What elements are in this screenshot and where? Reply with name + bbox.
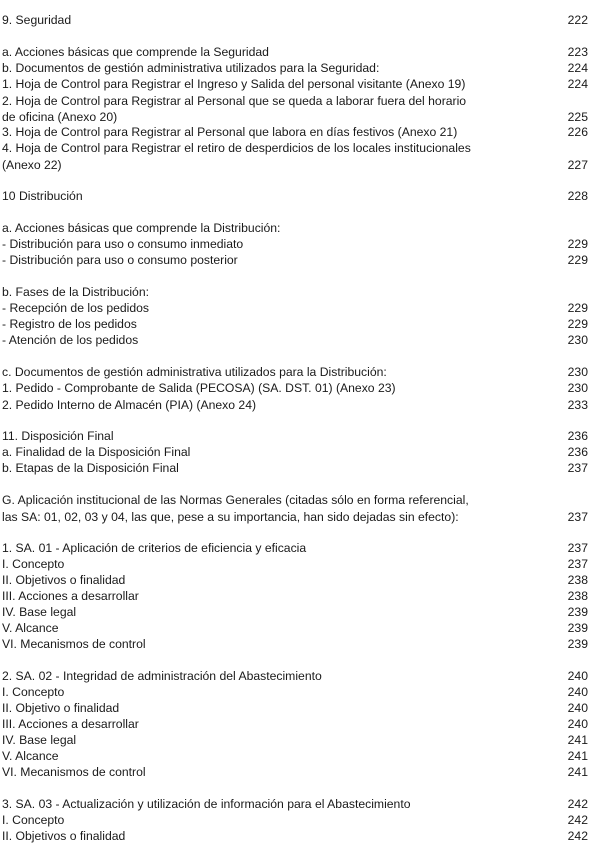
toc-entry (2, 93, 588, 109)
toc-entry-page: 240 (567, 717, 588, 731)
toc-entry-page: 230 (567, 381, 588, 395)
toc-entry-title: b. Documentos de gestión administrativa utilizados para la Seguridad: (2, 61, 380, 75)
toc-entry (2, 572, 588, 588)
toc-entry (2, 284, 588, 300)
toc-entry (2, 76, 588, 92)
toc-entry (2, 428, 588, 444)
toc-entry-title: I. Concepto (2, 685, 65, 699)
toc-entry-page: 236 (567, 429, 588, 443)
toc-entry-page: 240 (567, 685, 588, 699)
toc-entry-page: 229 (567, 253, 588, 267)
toc-entry-title: IV. Base legal (2, 605, 77, 619)
toc-entry-page: 225 (567, 110, 588, 124)
toc-entry-title: III. Acciones a desarrollar (2, 589, 139, 603)
toc-entry-page: 241 (567, 733, 588, 747)
toc-entry (2, 828, 588, 844)
toc-entry (2, 109, 588, 125)
toc-entry-title: 2. SA. 02 - Integridad de administración del Abastecimiento (2, 669, 322, 683)
toc-entry-title: II. Objetivos o finalidad (2, 829, 126, 843)
toc-entry-title: 1. Pedido - Comprobante de Salida (PECOSA) (SA. DST. 01) (Anexo 23) (2, 381, 396, 395)
toc-entry-title: VI. Mecanismos de control (2, 637, 146, 651)
toc-entry (2, 732, 588, 748)
toc-entry-page: 239 (567, 605, 588, 619)
toc-entry-title: 11. Disposición Final (2, 429, 114, 443)
toc-entry (2, 460, 588, 476)
toc-entry-page: 237 (567, 510, 588, 524)
toc-entry-title: (Anexo 22) (2, 158, 62, 172)
toc-entry (2, 124, 588, 140)
toc-entry (2, 380, 588, 396)
toc-entry (2, 60, 588, 76)
toc-entry (2, 44, 588, 60)
toc-entry-title: 3. Hoja de Control para Registrar al Personal que labora en días festivos (Anexo 21) (2, 125, 458, 139)
toc-entry (2, 812, 588, 828)
toc-entry-title: I. Concepto (2, 813, 65, 827)
toc-entry-page: 237 (567, 557, 588, 571)
toc-entry-title: III. Acciones a desarrollar (2, 717, 139, 731)
toc-entry-page: 241 (567, 749, 588, 763)
toc-entry-page: 230 (567, 365, 588, 379)
toc-entry-title: I. Concepto (2, 557, 65, 571)
toc-entry-title: b. Etapas de la Disposición Final (2, 461, 179, 475)
toc-entry (2, 509, 588, 525)
toc-entry-page: 242 (567, 813, 588, 827)
toc-entry-page: 229 (567, 317, 588, 331)
toc-entry-title: 1. Hoja de Control para Registrar el Ingreso y Salida del personal visitante (Anexo 19) (2, 77, 466, 91)
toc-entry (2, 796, 588, 812)
toc-entry-title: - Distribución para uso o consumo inmediato (2, 237, 244, 251)
toc-entry-title: II. Objetivo o finalidad (2, 701, 120, 715)
toc-entry-page: 241 (567, 765, 588, 779)
toc-entry-page: 239 (567, 637, 588, 651)
toc-entry (2, 684, 588, 700)
toc-entry-page: 237 (567, 541, 588, 555)
toc-entry-title: 2. Pedido Interno de Almacén (PIA) (Anexo 24) (2, 398, 257, 412)
toc-entry-page: 229 (567, 237, 588, 251)
toc-entry-title: a. Acciones básicas que comprende la Distribución: (2, 221, 281, 235)
toc-entry-title: - Recepción de los pedidos (2, 301, 150, 315)
toc-entry-page: 228 (567, 189, 588, 203)
toc-entry (2, 140, 588, 156)
toc-entry-page: 229 (567, 301, 588, 315)
toc-entry (2, 540, 588, 556)
toc-entry-page: 224 (567, 61, 588, 75)
toc-entry-title: II. Objetivos o finalidad (2, 573, 126, 587)
toc-entry-title: 1. SA. 01 - Aplicación de criterios de eficiencia y eficacia (2, 541, 307, 555)
toc-entry-page: 226 (567, 125, 588, 139)
toc-entry (2, 316, 588, 332)
toc-entry-title: - Registro de los pedidos (2, 317, 137, 331)
toc-entry (2, 604, 588, 620)
toc-entry-page: 223 (567, 45, 588, 59)
toc-entry-title: a. Finalidad de la Disposición Final (2, 445, 191, 459)
toc-entry-page: 238 (567, 589, 588, 603)
toc-entry-title: b. Fases de la Distribución: (2, 285, 149, 299)
toc-entry (2, 364, 588, 380)
toc-entry-title: las SA: 01, 02, 03 y 04, las que, pese a su importancia, han sido dejadas sin efecto): (2, 510, 459, 524)
toc-entry-title: - Distribución para uso o consumo posterior (2, 253, 238, 267)
toc-entry (2, 748, 588, 764)
toc-entry (2, 716, 588, 732)
toc-entry (2, 556, 588, 572)
toc-entry-title: 3. SA. 03 - Actualización y utilización de información para el Abastecimiento (2, 797, 411, 811)
toc-entry (2, 332, 588, 348)
toc-entry-title: V. Alcance (2, 621, 59, 635)
toc-entry-title: 4. Hoja de Control para Registrar el retiro de desperdicios de los locales institucionales (2, 141, 471, 155)
toc-entry (2, 764, 588, 780)
toc-entry (2, 236, 588, 252)
toc-entry-page: 224 (567, 77, 588, 91)
toc-entry-page: 240 (567, 669, 588, 683)
toc-entry (2, 588, 588, 604)
toc-entry-title: 9. Seguridad (2, 13, 72, 27)
toc-entry-title: de oficina (Anexo 20) (2, 110, 118, 124)
toc-entry (2, 492, 588, 508)
toc-entry-title: a. Acciones básicas que comprende la Seguridad (2, 45, 269, 59)
toc-entry-page: 230 (567, 333, 588, 347)
toc-entry-title: 2. Hoja de Control para Registrar al Personal que se queda a laborar fuera del horario (2, 94, 467, 108)
toc-entry-page: 242 (567, 797, 588, 811)
toc-entry (2, 700, 588, 716)
toc-entry (2, 252, 588, 268)
toc-entry (2, 188, 588, 204)
toc-entry (2, 157, 588, 173)
toc-entry-page: 227 (567, 158, 588, 172)
toc-entry-title: IV. Base legal (2, 733, 77, 747)
toc-entry-title: VI. Mecanismos de control (2, 765, 146, 779)
toc-entry-title: c. Documentos de gestión administrativa utilizados para la Distribución: (2, 365, 387, 379)
toc-entry-page: 237 (567, 461, 588, 475)
toc-entry-page: 239 (567, 621, 588, 635)
toc-entry-title: V. Alcance (2, 749, 59, 763)
toc-entry-title: G. Aplicación institucional de las Normas Generales (citadas sólo en forma referencial, (2, 493, 469, 507)
toc-entry (2, 300, 588, 316)
toc-entry (2, 444, 588, 460)
toc-entry-title: - Atención de los pedidos (2, 333, 139, 347)
toc-entry (2, 12, 588, 28)
toc-entry (2, 397, 588, 413)
toc-entry (2, 620, 588, 636)
toc-entry (2, 220, 588, 236)
toc-entry-title: 10 Distribución (2, 189, 83, 203)
toc-entry-page: 236 (567, 445, 588, 459)
toc-entry-page: 238 (567, 573, 588, 587)
toc-entry-page: 242 (567, 829, 588, 843)
toc-entry (2, 636, 588, 652)
toc-entry-page: 233 (567, 398, 588, 412)
toc-entry-page: 222 (567, 13, 588, 27)
toc-entry-page: 240 (567, 701, 588, 715)
toc-entry (2, 668, 588, 684)
